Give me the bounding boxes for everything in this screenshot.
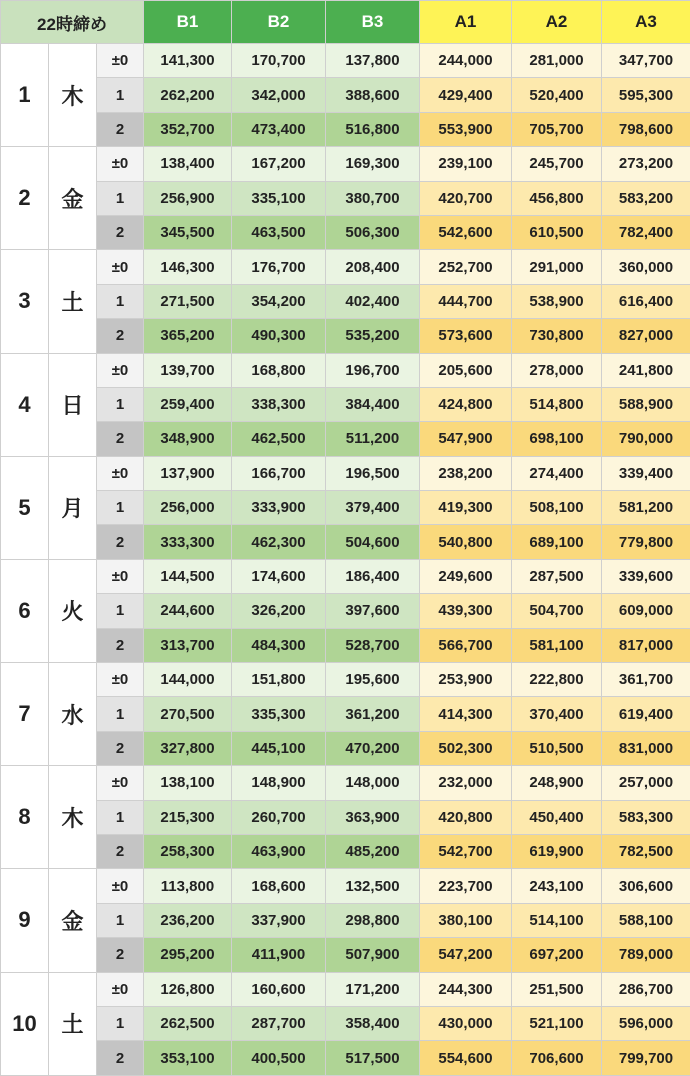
weekday: 金	[49, 147, 97, 250]
price-cell-b3: 132,500	[326, 869, 420, 903]
corner-label: 22時締め	[1, 1, 144, 44]
price-cell-b1: 141,300	[144, 44, 232, 78]
price-cell-b2: 473,400	[232, 112, 326, 146]
price-cell-a2: 581,100	[512, 628, 602, 662]
price-cell-b2: 260,700	[232, 800, 326, 834]
price-cell-b2: 168,800	[232, 353, 326, 387]
price-cell-a2: 508,100	[512, 491, 602, 525]
price-cell-a3: 619,400	[602, 697, 690, 731]
price-cell-a3: 790,000	[602, 422, 690, 456]
price-cell-b1: 144,500	[144, 559, 232, 593]
header-row	[1, 1, 690, 44]
price-cell-b2: 174,600	[232, 559, 326, 593]
price-cell-a3: 616,400	[602, 284, 690, 318]
price-cell-b2: 335,300	[232, 697, 326, 731]
price-cell-a3: 827,000	[602, 319, 690, 353]
table-row	[1, 731, 690, 765]
price-cell-a3: 257,000	[602, 766, 690, 800]
price-cell-b2: 445,100	[232, 731, 326, 765]
price-cell-b3: 298,800	[326, 903, 420, 937]
price-cell-b2: 167,200	[232, 147, 326, 181]
price-cell-b3: 196,500	[326, 456, 420, 490]
price-cell-b1: 113,800	[144, 869, 232, 903]
price-cell-b1: 271,500	[144, 284, 232, 318]
price-cell-b2: 400,500	[232, 1041, 326, 1075]
price-cell-a1: 430,000	[420, 1006, 512, 1040]
price-cell-a3: 583,200	[602, 181, 690, 215]
price-cell-a2: 730,800	[512, 319, 602, 353]
price-cell-a2: 705,700	[512, 112, 602, 146]
price-cell-a3: 782,400	[602, 215, 690, 249]
price-cell-b1: 353,100	[144, 1041, 232, 1075]
table-row	[1, 697, 690, 731]
price-cell-b3: 388,600	[326, 78, 420, 112]
price-cell-b3: 363,900	[326, 800, 420, 834]
table-row	[1, 387, 690, 421]
price-cell-b3: 507,900	[326, 938, 420, 972]
price-cell-a2: 619,900	[512, 834, 602, 868]
price-cell-a2: 278,000	[512, 353, 602, 387]
weekday: 水	[49, 663, 97, 766]
price-cell-a3: 583,300	[602, 800, 690, 834]
price-cell-b1: 365,200	[144, 319, 232, 353]
price-cell-a1: 420,800	[420, 800, 512, 834]
table-row	[1, 766, 690, 800]
price-cell-b2: 151,800	[232, 663, 326, 697]
price-cell-a1: 424,800	[420, 387, 512, 421]
table-row	[1, 112, 690, 146]
day-number: 1	[1, 44, 49, 147]
price-cell-a2: 706,600	[512, 1041, 602, 1075]
table-row	[1, 250, 690, 284]
price-cell-a3: 241,800	[602, 353, 690, 387]
column-header-b3: B3	[326, 1, 420, 44]
table-row	[1, 869, 690, 903]
price-cell-a3: 609,000	[602, 594, 690, 628]
price-cell-b3: 470,200	[326, 731, 420, 765]
price-cell-a1: 573,600	[420, 319, 512, 353]
price-cell-a1: 502,300	[420, 731, 512, 765]
price-cell-a3: 273,200	[602, 147, 690, 181]
price-cell-b1: 313,700	[144, 628, 232, 662]
table-row	[1, 559, 690, 593]
level-label: ±0	[97, 456, 144, 490]
price-cell-a1: 232,000	[420, 766, 512, 800]
level-label: 2	[97, 215, 144, 249]
price-cell-b1: 215,300	[144, 800, 232, 834]
price-cell-b1: 137,900	[144, 456, 232, 490]
price-cell-b2: 337,900	[232, 903, 326, 937]
price-cell-a2: 538,900	[512, 284, 602, 318]
table-row	[1, 800, 690, 834]
price-cell-b2: 168,600	[232, 869, 326, 903]
level-label: ±0	[97, 250, 144, 284]
price-cell-a1: 419,300	[420, 491, 512, 525]
price-cell-a3: 779,800	[602, 525, 690, 559]
price-cell-a3: 799,700	[602, 1041, 690, 1075]
price-cell-a1: 253,900	[420, 663, 512, 697]
price-cell-b1: 270,500	[144, 697, 232, 731]
table-row	[1, 44, 690, 78]
level-label: ±0	[97, 869, 144, 903]
price-cell-a1: 238,200	[420, 456, 512, 490]
level-label: 2	[97, 1041, 144, 1075]
price-cell-a1: 439,300	[420, 594, 512, 628]
price-cell-b3: 506,300	[326, 215, 420, 249]
price-cell-b3: 169,300	[326, 147, 420, 181]
price-cell-a1: 249,600	[420, 559, 512, 593]
price-cell-a2: 248,900	[512, 766, 602, 800]
level-label: 2	[97, 422, 144, 456]
price-cell-b2: 335,100	[232, 181, 326, 215]
price-cell-b3: 504,600	[326, 525, 420, 559]
price-cell-a2: 370,400	[512, 697, 602, 731]
price-cell-a3: 782,500	[602, 834, 690, 868]
price-cell-a2: 281,000	[512, 44, 602, 78]
price-cell-b2: 333,900	[232, 491, 326, 525]
price-cell-a3: 798,600	[602, 112, 690, 146]
price-cell-a3: 306,600	[602, 869, 690, 903]
level-label: 1	[97, 697, 144, 731]
price-cell-b3: 402,400	[326, 284, 420, 318]
level-label: ±0	[97, 559, 144, 593]
level-label: 1	[97, 491, 144, 525]
price-cell-a3: 339,400	[602, 456, 690, 490]
level-label: ±0	[97, 147, 144, 181]
price-cell-a3: 595,300	[602, 78, 690, 112]
day-number: 8	[1, 766, 49, 869]
price-cell-b1: 295,200	[144, 938, 232, 972]
price-cell-a1: 223,700	[420, 869, 512, 903]
price-cell-a2: 222,800	[512, 663, 602, 697]
table-row	[1, 491, 690, 525]
price-cell-b3: 379,400	[326, 491, 420, 525]
level-label: 1	[97, 903, 144, 937]
weekday: 金	[49, 869, 97, 972]
table-body	[1, 44, 690, 1076]
price-cell-b1: 244,600	[144, 594, 232, 628]
price-cell-a3: 588,100	[602, 903, 690, 937]
day-number: 7	[1, 663, 49, 766]
price-cell-b2: 463,900	[232, 834, 326, 868]
price-cell-b3: 196,700	[326, 353, 420, 387]
price-cell-b3: 208,400	[326, 250, 420, 284]
price-cell-b2: 287,700	[232, 1006, 326, 1040]
price-cell-b1: 327,800	[144, 731, 232, 765]
price-cell-b3: 358,400	[326, 1006, 420, 1040]
price-cell-b3: 137,800	[326, 44, 420, 78]
price-cell-b2: 326,200	[232, 594, 326, 628]
price-cell-b3: 485,200	[326, 834, 420, 868]
table-row	[1, 181, 690, 215]
price-cell-b2: 462,300	[232, 525, 326, 559]
price-cell-a3: 347,700	[602, 44, 690, 78]
price-cell-b2: 170,700	[232, 44, 326, 78]
price-cell-a2: 514,800	[512, 387, 602, 421]
price-cell-b3: 511,200	[326, 422, 420, 456]
level-label: ±0	[97, 972, 144, 1006]
price-cell-a2: 520,400	[512, 78, 602, 112]
price-cell-b1: 146,300	[144, 250, 232, 284]
day-number: 10	[1, 972, 49, 1075]
price-cell-b1: 138,400	[144, 147, 232, 181]
table-row	[1, 78, 690, 112]
level-label: 2	[97, 731, 144, 765]
level-label: 2	[97, 525, 144, 559]
level-label: 1	[97, 1006, 144, 1040]
price-cell-b3: 195,600	[326, 663, 420, 697]
table-row	[1, 284, 690, 318]
price-cell-b2: 338,300	[232, 387, 326, 421]
price-cell-b3: 517,500	[326, 1041, 420, 1075]
price-cell-a1: 547,900	[420, 422, 512, 456]
price-cell-b3: 535,200	[326, 319, 420, 353]
table-row	[1, 903, 690, 937]
price-cell-a1: 429,400	[420, 78, 512, 112]
price-cell-a2: 514,100	[512, 903, 602, 937]
price-cell-b2: 463,500	[232, 215, 326, 249]
price-cell-a1: 553,900	[420, 112, 512, 146]
price-cell-a1: 554,600	[420, 1041, 512, 1075]
level-label: ±0	[97, 353, 144, 387]
price-cell-a1: 205,600	[420, 353, 512, 387]
price-cell-a2: 251,500	[512, 972, 602, 1006]
level-label: 2	[97, 834, 144, 868]
price-cell-a1: 252,700	[420, 250, 512, 284]
price-cell-b1: 262,500	[144, 1006, 232, 1040]
price-cell-a3: 361,700	[602, 663, 690, 697]
price-cell-b3: 171,200	[326, 972, 420, 1006]
day-number: 3	[1, 250, 49, 353]
table-row	[1, 319, 690, 353]
price-cell-b3: 397,600	[326, 594, 420, 628]
price-cell-a2: 291,000	[512, 250, 602, 284]
level-label: 1	[97, 594, 144, 628]
table-row	[1, 525, 690, 559]
price-cell-b1: 352,700	[144, 112, 232, 146]
price-cell-a1: 444,700	[420, 284, 512, 318]
price-cell-b2: 354,200	[232, 284, 326, 318]
column-header-b1: B1	[144, 1, 232, 44]
day-number: 9	[1, 869, 49, 972]
price-cell-a1: 542,700	[420, 834, 512, 868]
price-cell-a2: 456,800	[512, 181, 602, 215]
weekday: 木	[49, 766, 97, 869]
level-label: 2	[97, 319, 144, 353]
price-cell-a3: 596,000	[602, 1006, 690, 1040]
price-cell-b1: 138,100	[144, 766, 232, 800]
price-cell-b2: 148,900	[232, 766, 326, 800]
table-row	[1, 215, 690, 249]
price-cell-a1: 414,300	[420, 697, 512, 731]
level-label: 1	[97, 284, 144, 318]
table-row	[1, 147, 690, 181]
price-cell-a2: 521,100	[512, 1006, 602, 1040]
price-cell-b2: 484,300	[232, 628, 326, 662]
column-header-a2: A2	[512, 1, 602, 44]
table-row	[1, 353, 690, 387]
weekday: 土	[49, 250, 97, 353]
price-cell-b1: 345,500	[144, 215, 232, 249]
table-row	[1, 422, 690, 456]
table-row	[1, 834, 690, 868]
price-cell-a3: 339,600	[602, 559, 690, 593]
price-cell-b1: 262,200	[144, 78, 232, 112]
level-label: 1	[97, 387, 144, 421]
price-cell-a2: 610,500	[512, 215, 602, 249]
price-cell-b3: 384,400	[326, 387, 420, 421]
price-cell-b2: 490,300	[232, 319, 326, 353]
column-header-a1: A1	[420, 1, 512, 44]
price-cell-a1: 566,700	[420, 628, 512, 662]
price-cell-a3: 581,200	[602, 491, 690, 525]
table-row	[1, 663, 690, 697]
level-label: ±0	[97, 766, 144, 800]
price-cell-a3: 817,000	[602, 628, 690, 662]
price-cell-a2: 245,700	[512, 147, 602, 181]
price-cell-b1: 258,300	[144, 834, 232, 868]
price-cell-a2: 274,400	[512, 456, 602, 490]
table-row	[1, 628, 690, 662]
price-cell-b2: 176,700	[232, 250, 326, 284]
price-cell-b3: 516,800	[326, 112, 420, 146]
day-number: 6	[1, 559, 49, 662]
price-cell-a1: 420,700	[420, 181, 512, 215]
price-cell-a1: 547,200	[420, 938, 512, 972]
price-cell-b1: 139,700	[144, 353, 232, 387]
day-number: 4	[1, 353, 49, 456]
price-cell-b2: 411,900	[232, 938, 326, 972]
price-cell-a2: 697,200	[512, 938, 602, 972]
price-cell-a1: 239,100	[420, 147, 512, 181]
price-cell-a2: 287,500	[512, 559, 602, 593]
level-label: 1	[97, 181, 144, 215]
price-cell-a3: 789,000	[602, 938, 690, 972]
table-header	[1, 1, 690, 44]
level-label: 2	[97, 938, 144, 972]
level-label: 2	[97, 112, 144, 146]
table-row	[1, 1006, 690, 1040]
price-cell-b3: 148,000	[326, 766, 420, 800]
price-cell-b2: 462,500	[232, 422, 326, 456]
price-cell-b3: 528,700	[326, 628, 420, 662]
weekday: 土	[49, 972, 97, 1075]
price-cell-a2: 689,100	[512, 525, 602, 559]
table-row	[1, 938, 690, 972]
price-cell-b3: 380,700	[326, 181, 420, 215]
price-cell-a2: 243,100	[512, 869, 602, 903]
weekday: 木	[49, 44, 97, 147]
price-cell-b1: 333,300	[144, 525, 232, 559]
price-cell-b1: 144,000	[144, 663, 232, 697]
price-cell-b2: 166,700	[232, 456, 326, 490]
price-cell-a2: 504,700	[512, 594, 602, 628]
table-row	[1, 972, 690, 1006]
price-cell-a2: 698,100	[512, 422, 602, 456]
weekday: 月	[49, 456, 97, 559]
level-label: 1	[97, 78, 144, 112]
table-row	[1, 1041, 690, 1075]
level-label: 1	[97, 800, 144, 834]
price-cell-b1: 348,900	[144, 422, 232, 456]
price-cell-a3: 286,700	[602, 972, 690, 1006]
table-row	[1, 594, 690, 628]
level-label: ±0	[97, 44, 144, 78]
price-cell-b1: 256,000	[144, 491, 232, 525]
price-cell-b2: 342,000	[232, 78, 326, 112]
column-header-a3: A3	[602, 1, 690, 44]
price-cell-a1: 244,300	[420, 972, 512, 1006]
price-cell-b1: 259,400	[144, 387, 232, 421]
price-cell-a2: 510,500	[512, 731, 602, 765]
level-label: ±0	[97, 663, 144, 697]
price-cell-a1: 244,000	[420, 44, 512, 78]
price-cell-a2: 450,400	[512, 800, 602, 834]
level-label: 2	[97, 628, 144, 662]
column-header-b2: B2	[232, 1, 326, 44]
price-cell-a1: 380,100	[420, 903, 512, 937]
day-number: 5	[1, 456, 49, 559]
price-cell-a1: 542,600	[420, 215, 512, 249]
weekday: 日	[49, 353, 97, 456]
price-cell-a1: 540,800	[420, 525, 512, 559]
price-cell-b1: 256,900	[144, 181, 232, 215]
price-cell-a3: 588,900	[602, 387, 690, 421]
price-cell-a3: 360,000	[602, 250, 690, 284]
price-cell-b3: 186,400	[326, 559, 420, 593]
price-cell-a3: 831,000	[602, 731, 690, 765]
day-number: 2	[1, 147, 49, 250]
price-cell-b3: 361,200	[326, 697, 420, 731]
price-cell-b1: 126,800	[144, 972, 232, 1006]
price-cell-b1: 236,200	[144, 903, 232, 937]
price-cell-b2: 160,600	[232, 972, 326, 1006]
table-row	[1, 456, 690, 490]
weekday: 火	[49, 559, 97, 662]
